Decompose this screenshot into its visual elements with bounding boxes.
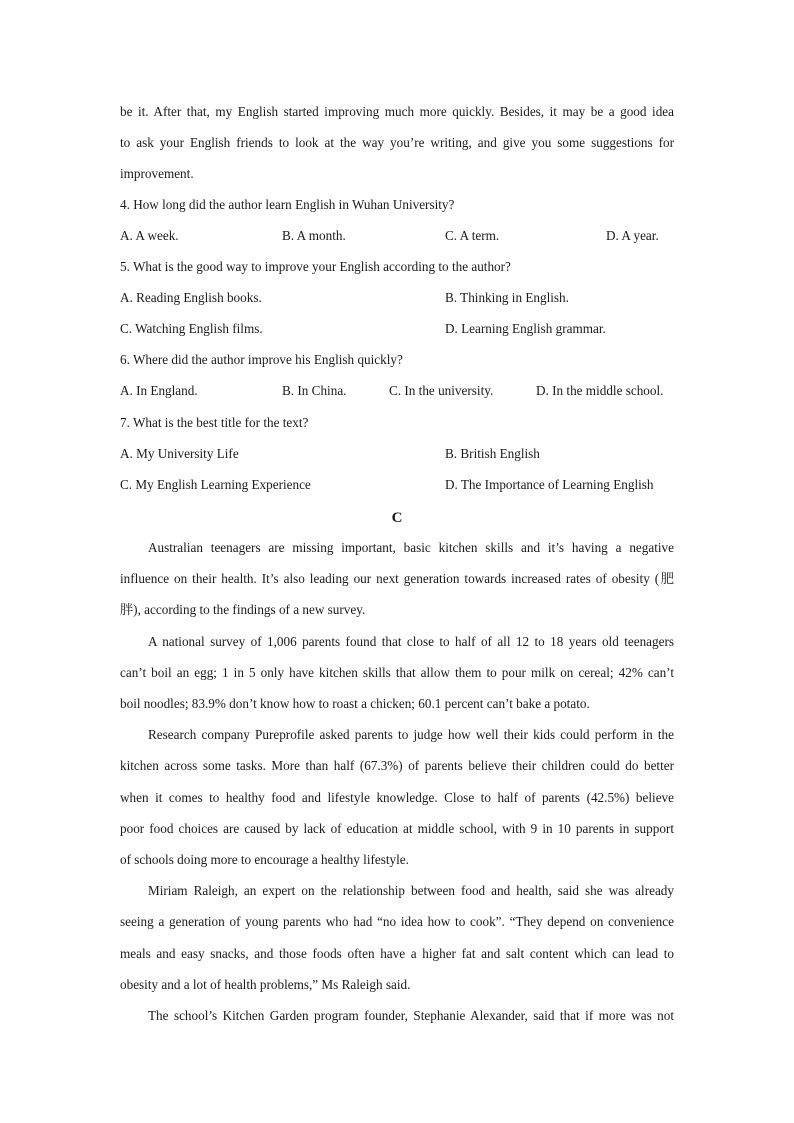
section-c-line: Research company Pureprofile asked parents to judge how well their kids could perform in the <box>148 727 674 742</box>
question-6-stem: 6. Where did the author improve his English quickly? <box>120 352 403 367</box>
section-c-line: obesity and a lot of health problems,” Ms Raleigh said. <box>120 977 411 992</box>
question-7-option-a: A. My University Life <box>120 446 239 461</box>
question-7-stem: 7. What is the best title for the text? <box>120 415 309 430</box>
question-6-option-d: D. In the middle school. <box>536 383 664 398</box>
section-c-line: boil noodles; 83.9% don’t know how to roast a chicken; 60.1 percent can’t bake a potato. <box>120 696 590 711</box>
section-c-line: Miriam Raleigh, an expert on the relationship between food and health, said she was already <box>148 883 674 898</box>
passage-b-line: be it. After that, my English started improving much more quickly. Besides, it may be a good idea <box>120 104 674 119</box>
section-c-line: A national survey of 1,006 parents found that close to half of all 12 to 18 years old teenagers <box>148 634 674 649</box>
section-c-heading: C <box>391 510 403 526</box>
question-4-option-b: B. A month. <box>282 228 346 243</box>
question-4-option-a: A. A week. <box>120 228 179 243</box>
question-6-option-b: B. In China. <box>282 383 347 398</box>
passage-b-line: improvement. <box>120 166 194 181</box>
section-c-line: when it comes to healthy food and lifestyle knowledge. Close to half of parents (42.5%) believe <box>120 790 674 805</box>
question-4-stem: 4. How long did the author learn English in Wuhan University? <box>120 197 455 212</box>
question-5-option-d: D. Learning English grammar. <box>445 321 606 336</box>
question-6-option-a: A. In England. <box>120 383 198 398</box>
section-c-line: kitchen across some tasks. More than half (67.3%) of parents believe their children could do better <box>120 758 674 773</box>
section-c-line: influence on their health. It’s also leading our next generation towards increased rates of obesity (肥 <box>120 571 674 586</box>
question-5-option-c: C. Watching English films. <box>120 321 263 336</box>
question-4-option-d: D. A year. <box>606 228 659 243</box>
question-7-option-c: C. My English Learning Experience <box>120 477 311 492</box>
section-c-line: can’t boil an egg; 1 in 5 only have kitchen skills that allow them to pour milk on cereal; 42% can’t <box>120 665 674 680</box>
question-6-option-c: C. In the university. <box>389 383 494 398</box>
section-c-line: poor food choices are caused by lack of education at middle school, with 9 in 10 parents in support <box>120 821 674 836</box>
section-c-line: seeing a generation of young parents who had “no idea how to cook”. “They depend on convenience <box>120 914 674 929</box>
question-5-stem: 5. What is the good way to improve your English according to the author? <box>120 259 511 274</box>
section-c-line: Australian teenagers are missing important, basic kitchen skills and it’s having a negative <box>148 540 674 555</box>
section-c-line: meals and easy snacks, and those foods often have a higher fat and salt content which can lead to <box>120 946 674 961</box>
question-4-option-c: C. A term. <box>445 228 500 243</box>
section-c-line: of schools doing more to encourage a healthy lifestyle. <box>120 852 409 867</box>
question-7-option-b: B. British English <box>445 446 540 461</box>
section-c-line: The school’s Kitchen Garden program founder, Stephanie Alexander, said that if more was not <box>148 1008 674 1023</box>
question-5-option-a: A. Reading English books. <box>120 290 262 305</box>
passage-b-line: to ask your English friends to look at the way you’re writing, and give you some suggestions for <box>120 135 674 150</box>
section-c-line: 胖), according to the findings of a new survey. <box>120 602 366 617</box>
question-7-option-d: D. The Importance of Learning English <box>445 477 654 492</box>
question-5-option-b: B. Thinking in English. <box>445 290 569 305</box>
